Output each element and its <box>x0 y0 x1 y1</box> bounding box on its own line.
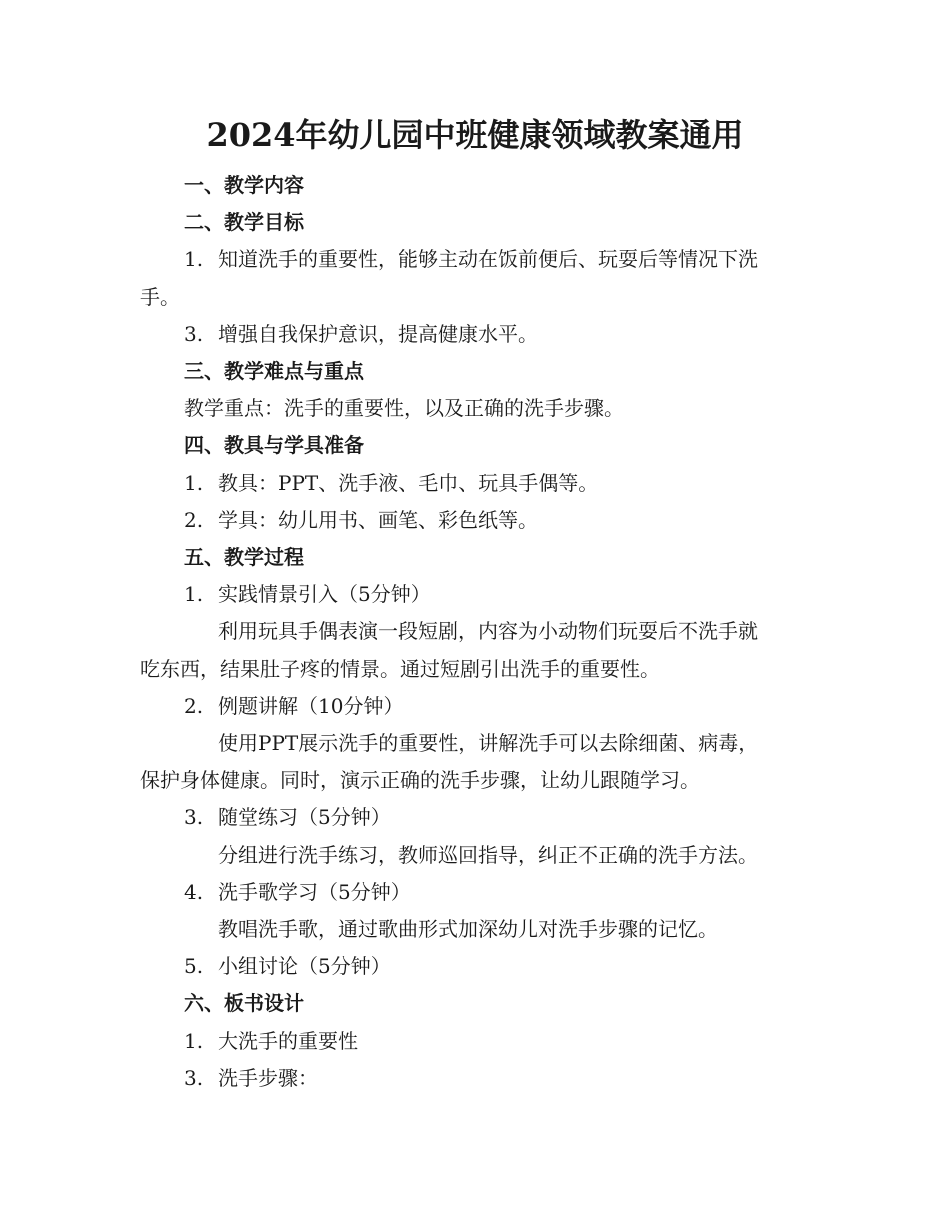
list-item-number: 4. <box>184 879 204 904</box>
list-item <box>184 507 538 533</box>
list-item <box>184 321 538 347</box>
list-item-text: 洗手步骤： <box>218 1065 318 1090</box>
paragraph-line: 教学重点：洗手的重要性，以及正确的洗手步骤。 <box>184 396 624 421</box>
paragraph-line: 分组进行洗手练习，教师巡回指导，纠正不正确的洗手方法。 <box>218 842 758 867</box>
section-heading: 五、教学过程 <box>184 545 304 569</box>
list-item-number: 2. <box>184 693 204 718</box>
list-item-number: 3. <box>184 321 204 346</box>
list-item-text: 知道洗手的重要性，能够主动在饭前便后、玩耍后等情况下洗 <box>218 247 758 272</box>
page-title: 2024年幼儿园中班健康领域教案通用 <box>206 116 744 154</box>
list-item-text: 实践情景引入（5分钟） <box>218 582 431 607</box>
list-item-number: 5. <box>184 954 204 979</box>
list-item-text: 洗手歌学习（5分钟） <box>218 879 411 904</box>
section-heading: 三、教学难点与重点 <box>184 359 364 383</box>
list-item-text: 大洗手的重要性 <box>218 1028 358 1053</box>
list-item-number: 3. <box>184 805 204 830</box>
paragraph-continuation: 手。 <box>140 284 180 309</box>
list-item <box>184 953 391 979</box>
list-item <box>184 1028 358 1054</box>
section-heading: 六、板书设计 <box>184 991 304 1016</box>
section-heading: 一、教学内容 <box>184 173 304 197</box>
list-item-text: 增强自我保护意识，提高健康水平。 <box>218 321 538 346</box>
list-item <box>184 693 403 719</box>
list-item-number: 1. <box>184 247 204 272</box>
list-item <box>184 1065 318 1091</box>
list-item-text: 随堂练习（5分钟） <box>218 805 391 830</box>
list-item <box>184 246 758 272</box>
list-item-text: 小组讨论（5分钟） <box>218 954 391 979</box>
paragraph-line: 教唱洗手歌，通过歌曲形式加深幼儿对洗手步骤的记忆。 <box>218 917 718 941</box>
list-item-text: 例题讲解（10分钟） <box>218 693 404 718</box>
section-heading: 四、教具与学具准备 <box>184 433 364 458</box>
list-item <box>184 470 598 496</box>
list-item <box>184 581 431 607</box>
list-item-text: 教具：PPT、洗手液、毛巾、玩具手偶等。 <box>218 470 599 495</box>
paragraph-continuation: 保护身体健康。同时，演示正确的洗手步骤，让幼儿跟随学习。 <box>140 768 700 793</box>
list-item-number: 1. <box>184 1028 204 1053</box>
paragraph-line: 使用PPT展示洗手的重要性，讲解洗手可以去除细菌、病毒， <box>218 731 759 755</box>
list-item-text: 学具：幼儿用书、画笔、彩色纸等。 <box>218 507 538 532</box>
section-heading: 二、教学目标 <box>184 210 304 235</box>
list-item-number: 2. <box>184 507 204 532</box>
paragraph-line: 利用玩具手偶表演一段短剧，内容为小动物们玩耍后不洗手就 <box>218 619 758 644</box>
paragraph-continuation: 吃东西，结果肚子疼的情景。通过短剧引出洗手的重要性。 <box>140 656 660 681</box>
list-item-number: 1. <box>184 582 204 607</box>
list-item-number: 1. <box>184 470 204 495</box>
list-item <box>184 804 391 830</box>
list-item-number: 3. <box>184 1065 204 1090</box>
list-item <box>184 879 411 905</box>
